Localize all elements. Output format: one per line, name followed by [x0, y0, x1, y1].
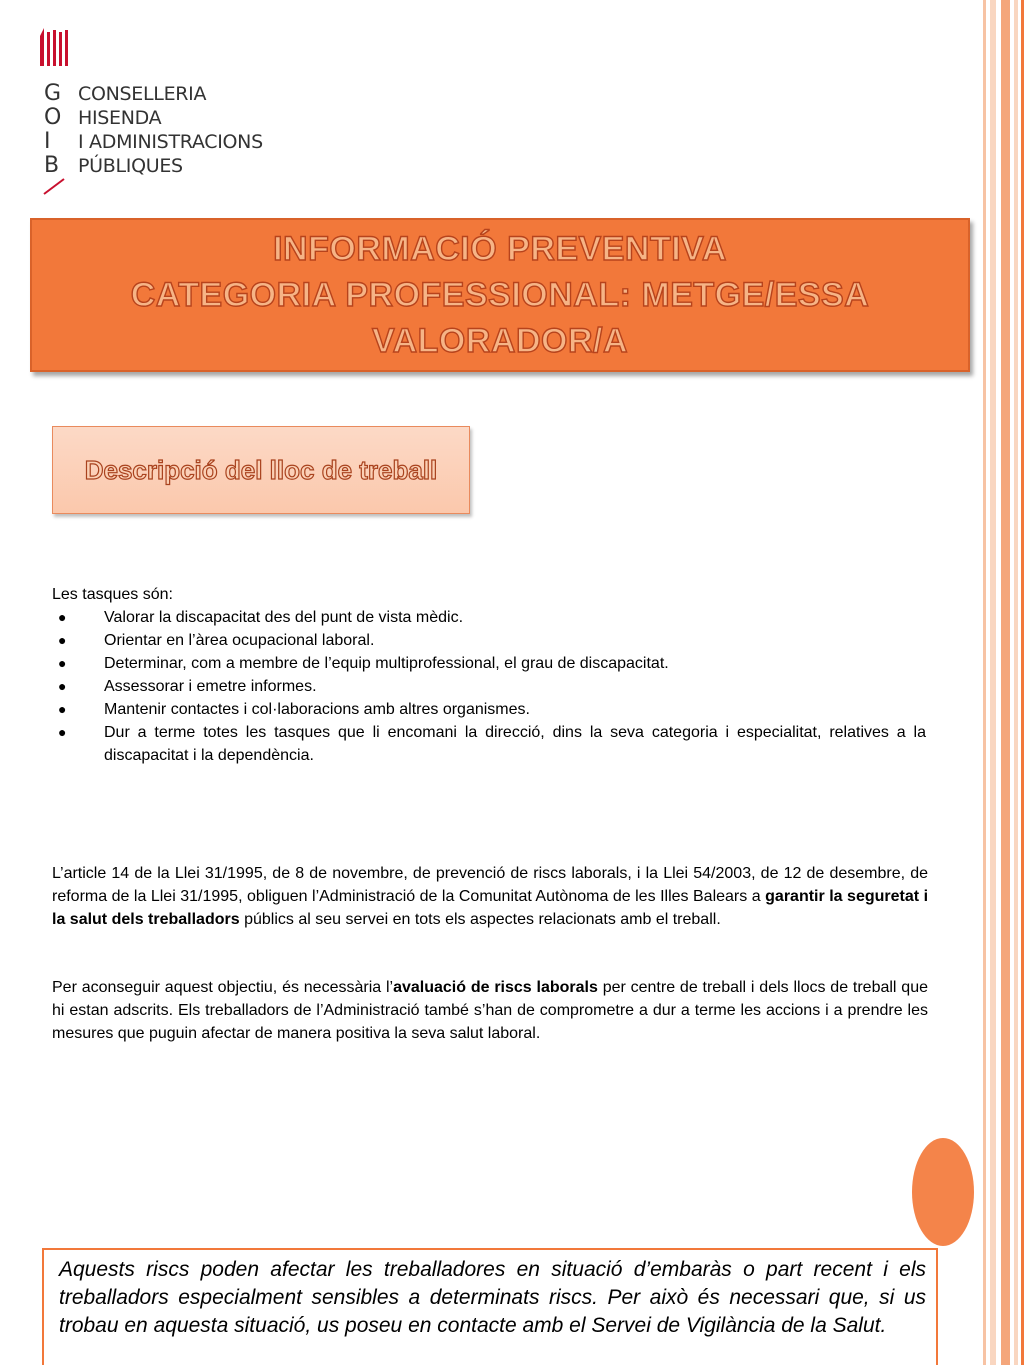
logo-department — [78, 82, 263, 178]
list-item — [52, 721, 926, 767]
tasks-section — [52, 583, 926, 767]
bullet-icon: ● — [58, 678, 67, 694]
goib-logo — [38, 26, 278, 201]
decorative-circle — [912, 1138, 974, 1246]
bullet-icon: ● — [58, 655, 67, 671]
tasks-intro: Les tasques són: — [52, 586, 173, 603]
title-line: CATEGORIA PROFESSIONAL: METGE/ESSA — [130, 276, 870, 314]
list-item — [52, 652, 926, 675]
logo-line: CONSELLERIA — [78, 83, 207, 105]
list-item — [52, 698, 926, 721]
legal-paragraph — [52, 862, 928, 931]
logo-line: HISENDA — [78, 107, 162, 129]
paragraph-emphasis: garantir la seguretat i la salut dels treballadors — [52, 888, 929, 928]
list-item-text: Valorar la discapacitat des del punt de vista mèdic. — [104, 609, 464, 626]
list-item-text: Dur a terme totes les tasques que li encomani la direcció, dins la seva categoria i especialitat, relatives a la discapacitat i la dependència. — [104, 724, 926, 764]
paragraph-text: Per aconseguir aquest objectiu, és necessària l’ — [52, 979, 394, 996]
logo-slash-icon — [42, 176, 66, 196]
bullet-icon: ● — [58, 632, 67, 648]
section-header-box — [52, 426, 470, 514]
list-item — [52, 606, 926, 629]
title-line: INFORMACIÓ PREVENTIVA — [273, 230, 727, 268]
decorative-stripes — [978, 0, 1024, 1365]
list-item — [52, 675, 926, 698]
title-line: VALORADOR/A — [371, 322, 629, 360]
logo-line: PÚBLIQUES — [78, 155, 183, 177]
note-text: Aquests riscs poden afectar les treballadores en situació d’embaràs o part recent i els treballadors especialment sensibles a determinats riscs. Per això és necessari que, si us trobau en aquesta situació, us poseu en contacte amb el Servei de Vigilància de la Salut. — [59, 1258, 926, 1337]
paragraph-text: L’article 14 de la Llei 31/1995, de 8 de novembre, de prevenció de riscs laborals, i la Llei 54/2003, de 12 de desembre, de reforma de la Llei 31/1995, obliguen l’Administració de la Comunitat Autònoma de les Illes Balears a — [52, 865, 928, 905]
list-item-text: Determinar, com a membre de l’equip multiprofessional, el grau de discapacitat. — [104, 655, 669, 672]
logo-letter: B — [44, 153, 60, 178]
logo-line: I ADMINISTRACIONS — [78, 131, 263, 153]
list-item-text: Orientar en l’àrea ocupacional laboral. — [104, 632, 375, 649]
list-item — [52, 629, 926, 652]
section-title: Descripció del lloc de treball — [84, 455, 438, 485]
paragraph-emphasis: avaluació de riscs laborals — [393, 979, 598, 996]
logo-letter: O — [44, 105, 62, 130]
task-list — [52, 606, 926, 767]
bullet-icon: ● — [58, 609, 67, 625]
objective-paragraph — [52, 976, 928, 1045]
paragraph-text: públics al seu servei en tots els aspectes relacionats amb el treball. — [239, 911, 721, 928]
list-item-text: Mantenir contactes i col·laboracions amb altres organismes. — [104, 701, 530, 718]
bullet-icon: ● — [58, 701, 67, 717]
logo-letter: I — [44, 129, 51, 154]
note-box — [42, 1248, 938, 1365]
balearic-flag-icon — [38, 26, 70, 66]
logo-letter: G — [44, 81, 62, 106]
title-banner — [30, 218, 970, 372]
list-item-text: Assessorar i emetre informes. — [104, 678, 317, 695]
bullet-icon: ● — [58, 724, 67, 740]
logo-letters — [44, 82, 68, 178]
paragraph-text: per centre de treball i dels llocs de treball que hi estan adscrits. Els treballadors de l’Administració també s’han de comprometre a dur a terme les accions i a prendre les mesures que puguin afectar de manera positiva la seva salut laboral. — [52, 979, 928, 1042]
